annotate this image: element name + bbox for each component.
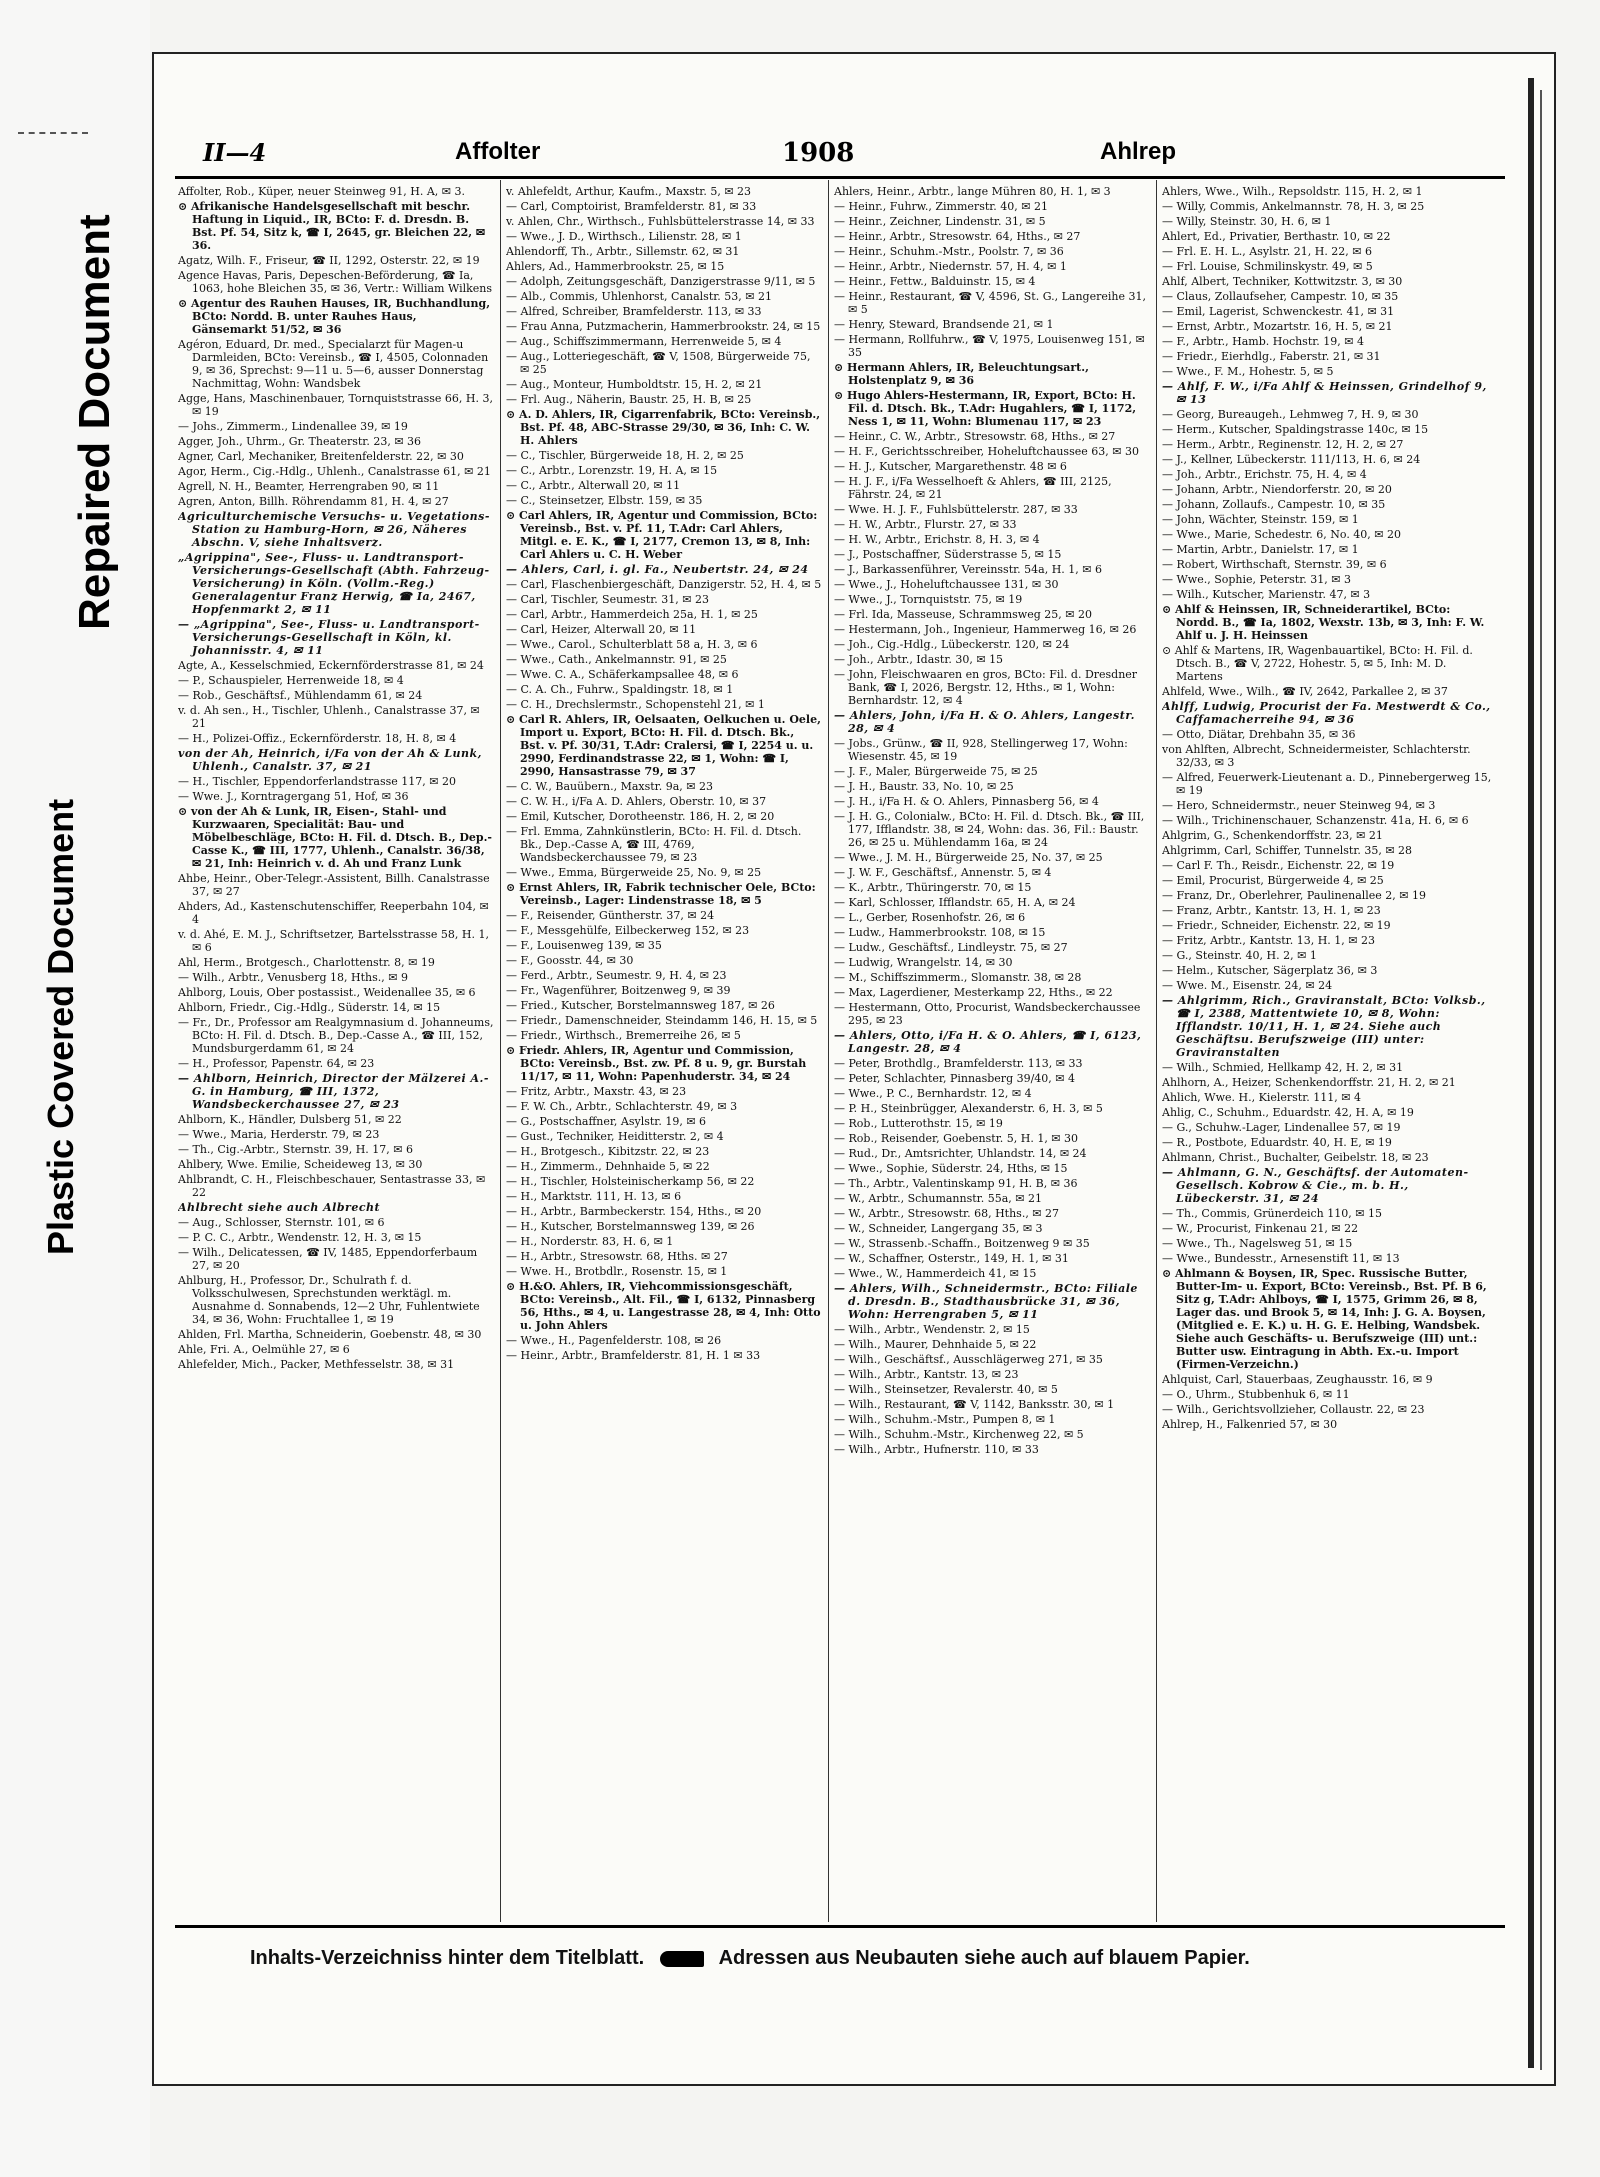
directory-entry: — Georg, Bureaugeh., Lehmweg 7, H. 9, ✉ 30 bbox=[1162, 408, 1419, 421]
directory-entry: — Joh., Arbtr., Idastr. 30, ✉ 15 bbox=[834, 653, 1004, 666]
directory-entry: — F. W. Ch., Arbtr., Schlachterstr. 49, ✉ 3 bbox=[506, 1100, 738, 1113]
directory-entry: — L., Gerber, Rosenhofstr. 26, ✉ 6 bbox=[834, 911, 1026, 924]
directory-entry: — Aug., Schiffszimmermann, Herrenweide 5, ✉ 4 bbox=[506, 335, 782, 348]
directory-entry: Agor, Herm., Cig.-Hdlg., Uhlenh., Canalstrasse 61, ✉ 21 bbox=[178, 465, 491, 478]
page-number: II—4 bbox=[203, 138, 267, 167]
directory-entry: — J. H., Baustr. 33, No. 10, ✉ 25 bbox=[834, 780, 1014, 793]
directory-entry: — Robert, Wirthschaft, Sternstr. 39, ✉ 6 bbox=[1162, 558, 1387, 571]
directory-entry: — Martin, Arbtr., Danielstr. 17, ✉ 1 bbox=[1162, 543, 1359, 556]
directory-entry: — W., Schaffner, Osterstr., 149, H. 1, ✉ 31 bbox=[834, 1252, 1069, 1265]
directory-entry: — Hestermann, Joh., Ingenieur, Hammerweg 16, ✉ 26 bbox=[834, 623, 1137, 636]
directory-entry: — Frl. Emma, Zahnkünstlerin, BCto: H. Fil. d. Dtsch. Bk., Dep.-Casse A, ☎ III, 4769, Wandsbeckerchaussee 79, ✉ 23 bbox=[506, 825, 802, 864]
directory-entry: — Heinr., Fuhrw., Zimmerstr. 40, ✉ 21 bbox=[834, 200, 1049, 213]
pointing-hand-icon bbox=[660, 1951, 704, 1967]
directory-entry: — C. W., Bauübern., Maxstr. 9a, ✉ 23 bbox=[506, 780, 713, 793]
directory-entry: — Rob., Lutterothstr. 15, ✉ 19 bbox=[834, 1117, 1003, 1130]
directory-entry: — H. W., Arbtr., Erichstr. 8, H. 3, ✉ 4 bbox=[834, 533, 1040, 546]
directory-entry: — Carl, Arbtr., Hammerdeich 25a, H. 1, ✉ 25 bbox=[506, 608, 758, 621]
directory-entry: — K., Arbtr., Thüringerstr. 70, ✉ 15 bbox=[834, 881, 1032, 894]
directory-entry: — Wwe., J., Tornquiststr. 75, ✉ 19 bbox=[834, 593, 1023, 606]
directory-entry: ⊙ Afrikanische Handelsgesellschaft mit beschr. Haftung in Liquid., IR, BCto: F. d. Dresdn. B. Bst. Pf. 54, Sitz k, ☎ I, 2645, gr. Bleichen 22, ✉ 36. bbox=[178, 200, 486, 252]
directory-entry: — F., Arbtr., Hamb. Hochstr. 19, ✉ 4 bbox=[1162, 335, 1364, 348]
directory-entry: — Franz, Arbtr., Kantstr. 13, H. 1, ✉ 23 bbox=[1162, 904, 1381, 917]
directory-entry: — Karl, Schlosser, Ifflandstr. 65, H. A, ✉ 24 bbox=[834, 896, 1076, 909]
directory-entry: — Wwe. M., Eisenstr. 24, ✉ 24 bbox=[1162, 979, 1333, 992]
directory-entry: — Joh., Cig.-Hdlg., Lübeckerstr. 120, ✉ 24 bbox=[834, 638, 1070, 651]
column-divider bbox=[1156, 180, 1157, 1922]
directory-entry: — Wwe., F. M., Hohestr. 5, ✉ 5 bbox=[1162, 365, 1334, 378]
directory-entry: — Heinr., C. W., Arbtr., Stresowstr. 68, Hths., ✉ 27 bbox=[834, 430, 1116, 443]
directory-entry: — H., Arbtr., Stresowstr. 68, Hths. ✉ 27 bbox=[506, 1250, 728, 1263]
directory-entry: — Heinr., Restaurant, ☎ V, 4596, St. G., Langereihe 31, ✉ 5 bbox=[834, 290, 1146, 316]
directory-entry: — Heinr., Arbtr., Niedernstr. 57, H. 4, ✉ 1 bbox=[834, 260, 1067, 273]
directory-entry: Ahlborg, Louis, Ober postassist., Weidenallee 35, ✉ 6 bbox=[178, 986, 476, 999]
directory-entry: Ahlbery, Wwe. Emilie, Scheideweg 13, ✉ 30 bbox=[178, 1158, 423, 1171]
directory-entry: Ahlrep, H., Falkenried 57, ✉ 30 bbox=[1162, 1418, 1338, 1431]
directory-entry: — Helm., Kutscher, Sägerplatz 36, ✉ 3 bbox=[1162, 964, 1378, 977]
directory-entry: ⊙ Ernst Ahlers, IR, Fabrik technischer Oele, BCto: Vereinsb., Lager: Lindenstrasse 18, ✉ 5 bbox=[506, 881, 816, 907]
directory-entry: — Wilh., Gerichtsvollzieher, Collaustr. 22, ✉ 23 bbox=[1162, 1403, 1425, 1416]
directory-entry: — Wilh., Arbtr., Wendenstr. 2, ✉ 15 bbox=[834, 1323, 1030, 1336]
directory-entry: — J. W. F., Geschäftsf., Annenstr. 5, ✉ 4 bbox=[834, 866, 1052, 879]
directory-entry: — Carl, Comptoirist, Bramfelderstr. 81, ✉ 33 bbox=[506, 200, 757, 213]
directory-entry: — Wilh., Kutscher, Marienstr. 47, ✉ 3 bbox=[1162, 588, 1371, 601]
directory-entry: — Wilh., Geschäftsf., Ausschlägerweg 271, ✉ 35 bbox=[834, 1353, 1103, 1366]
directory-entry: Ahle, Fri. A., Oelmühle 27, ✉ 6 bbox=[178, 1343, 350, 1356]
header-rule bbox=[175, 176, 1505, 179]
directory-entry: — J., Postschaffner, Süderstrasse 5, ✉ 15 bbox=[834, 548, 1062, 561]
directory-entry: Agger, Joh., Uhrm., Gr. Theaterstr. 23, ✉ 36 bbox=[178, 435, 422, 448]
directory-entry: — Fritz, Arbtr., Maxstr. 43, ✉ 23 bbox=[506, 1085, 687, 1098]
directory-entry: v. Ahlen, Chr., Wirthsch., Fuhlsbüttelerstrasse 14, ✉ 33 bbox=[506, 215, 815, 228]
directory-entry: — Wilh., Arbtr., Kantstr. 13, ✉ 23 bbox=[834, 1368, 1019, 1381]
directory-entry: Ahders, Ad., Kastenschutenschiffer, Reeperbahn 104, ✉ 4 bbox=[178, 900, 489, 926]
directory-entry: Ahlhorn, A., Heizer, Schenkendorffstr. 21, H. 2, ✉ 21 bbox=[1162, 1076, 1456, 1089]
directory-entry: — Rob., Reisender, Goebenstr. 5, H. 1, ✉ 30 bbox=[834, 1132, 1079, 1145]
directory-entry: v. d. Ah sen., H., Tischler, Uhlenh., Canalstrasse 37, ✉ 21 bbox=[178, 704, 480, 730]
directory-entry: — Heinr., Schuhm.-Mstr., Poolstr. 7, ✉ 36 bbox=[834, 245, 1064, 258]
directory-entry: — Aug., Schlosser, Sternstr. 101, ✉ 6 bbox=[178, 1216, 385, 1229]
directory-entry: — Wwe. H., Brotbdlr., Rosenstr. 15, ✉ 1 bbox=[506, 1265, 728, 1278]
directory-entry: v. d. Ahé, E. M. J., Schriftsetzer, Bartelsstrasse 58, H. 1, ✉ 6 bbox=[178, 928, 490, 954]
directory-entry: — Wwe., J. D., Wirthsch., Lilienstr. 28, ✉ 1 bbox=[506, 230, 742, 243]
directory-entry: Agatz, Wilh. F., Friseur, ☎ II, 1292, Osterstr. 22, ✉ 19 bbox=[178, 254, 480, 267]
directory-entry: — Johann, Arbtr., Niendorferstr. 20, ✉ 20 bbox=[1162, 483, 1392, 496]
directory-entry: ⊙ H.&O. Ahlers, IR, Viehcommissionsgeschäft, BCto: Vereinsb., Alt. Fil., ☎ I, 6132, Pinnasberg 56, Hths., ✉ 4, u. Langestrasse 28, ✉ 4, Inh: Otto u. John Ahlers bbox=[506, 1280, 821, 1332]
directory-entry: — Ludw., Hammerbrookstr. 108, ✉ 15 bbox=[834, 926, 1046, 939]
page-edge bbox=[1528, 78, 1534, 2068]
directory-year: 1908 bbox=[782, 138, 855, 168]
directory-entry: — Hermann, Rollfuhrw., ☎ V, 1975, Louisenweg 151, ✉ 35 bbox=[834, 333, 1145, 359]
directory-entry: — Willy, Commis, Ankelmannstr. 78, H. 3, ✉ 25 bbox=[1162, 200, 1425, 213]
directory-entry: — Carl, Tischler, Seumestr. 31, ✉ 23 bbox=[506, 593, 709, 606]
directory-entry: — Wwe. C. A., Schäferkampsallee 48, ✉ 6 bbox=[506, 668, 739, 681]
directory-entry: — Th., Cig.-Arbtr., Sternstr. 39, H. 17, ✉ 6 bbox=[178, 1143, 413, 1156]
directory-entry: ⊙ Ahlf & Martens, IR, Wagenbauartikel, BCto: H. Fil. d. Dtsch. B., ☎ V, 2722, Hohestr. 5, ✉ 5, Inh: M. D. Martens bbox=[1162, 644, 1473, 683]
directory-entry: — Ahlers, Wilh., Schneidermstr., BCto: Filiale d. Dresdn. B., Stadthausbrücke 31, ✉ 36, Wohn: Herrengraben 5, ✉ 11 bbox=[834, 1282, 1138, 1321]
directory-entry: — R., Postbote, Eduardstr. 40, H. E, ✉ 19 bbox=[1162, 1136, 1392, 1149]
directory-entry: ⊙ Ahlf & Heinssen, IR, Schneiderartikel, BCto: Nordd. B., ☎ Ia, 1802, Wexstr. 13b, ✉ 3, Inh: F. W. Ahlf u. J. H. Heinssen bbox=[1162, 603, 1485, 642]
directory-entry: Affolter, Rob., Küper, neuer Steinweg 91, H. A, ✉ 3. bbox=[178, 185, 465, 198]
directory-entry: — Herm., Arbtr., Reginenstr. 12, H. 2, ✉ 27 bbox=[1162, 438, 1404, 451]
directory-entry: — Wwe., Sophie, Süderstr. 24, Hths, ✉ 15 bbox=[834, 1162, 1068, 1175]
directory-entry: — Franz, Dr., Oberlehrer, Paulinenallee 2, ✉ 19 bbox=[1162, 889, 1427, 902]
directory-entry: Ahl, Herm., Brotgesch., Charlottenstr. 8, ✉ 19 bbox=[178, 956, 435, 969]
column-divider bbox=[500, 180, 501, 1922]
directory-entry: — Carl, Flaschenbiergeschäft, Danzigerstr. 52, H. 4, ✉ 5 bbox=[506, 578, 822, 591]
directory-entry: von Ahlften, Albrecht, Schneidermeister, Schlachterstr. 32/33, ✉ 3 bbox=[1162, 743, 1471, 769]
directory-entry: — Wwe., Bundesstr., Arnesenstift 11, ✉ 13 bbox=[1162, 1252, 1400, 1265]
directory-entry: ⊙ Hermann Ahlers, IR, Beleuchtungsart., Holstenplatz 9, ✉ 36 bbox=[834, 361, 1089, 387]
directory-entry: — Claus, Zollaufseher, Campestr. 10, ✉ 35 bbox=[1162, 290, 1399, 303]
footer-note bbox=[250, 1947, 1250, 1970]
directory-entry: — Carl, Heizer, Alterwall 20, ✉ 11 bbox=[506, 623, 697, 636]
directory-entry: — P., Schauspieler, Herrenweide 18, ✉ 4 bbox=[178, 674, 404, 687]
directory-entry: — Wilh., Trichinenschauer, Schanzenstr. 41a, H. 6, ✉ 6 bbox=[1162, 814, 1469, 827]
directory-entry: Ahlendorff, Th., Arbtr., Sillemstr. 62, ✉ 31 bbox=[506, 245, 740, 258]
directory-entry: „Agrippina", See-, Fluss- u. Landtransport-Versicherungs-Gesellschaft (Abth. Fahrzeug-Versicherung) in Köln. (Vollm.-Reg.) Generalagentur Franz Herwig, ☎ Ia, 2467, Hopfenmarkt 2, ✉ 11 bbox=[178, 551, 490, 616]
directory-entry: — Ernst, Arbtr., Mozartstr. 16, H. 5, ✉ 21 bbox=[1162, 320, 1393, 333]
directory-entry: — Peter, Brothdlg., Bramfelderstr. 113, ✉ 33 bbox=[834, 1057, 1083, 1070]
directory-entry: — J., Barkassenführer, Vereinsstr. 54a, H. 1, ✉ 6 bbox=[834, 563, 1103, 576]
directory-entry: Ahlff, Ludwig, Procurist der Fa. Mestwerdt & Co., Caffamacherreihe 94, ✉ 36 bbox=[1162, 700, 1491, 726]
directory-entry: — Heinr., Arbtr., Stresowstr. 64, Hths., ✉ 27 bbox=[834, 230, 1081, 243]
directory-entry: — Th., Arbtr., Valentinskamp 91, H. B, ✉ 36 bbox=[834, 1177, 1078, 1190]
directory-entry: — Wwe., Marie, Schedestr. 6, No. 40, ✉ 20 bbox=[1162, 528, 1402, 541]
directory-entry: Ahlgrimm, Carl, Schiffer, Tunnelstr. 35, ✉ 28 bbox=[1162, 844, 1413, 857]
directory-entry: — Hestermann, Otto, Procurist, Wandsbeckerchaussee 295, ✉ 23 bbox=[834, 1001, 1141, 1027]
directory-entry: — Frl. Aug., Näherin, Baustr. 25, H. B, ✉ 25 bbox=[506, 393, 752, 406]
directory-entry: — Gust., Techniker, Heiditterstr. 2, ✉ 4 bbox=[506, 1130, 724, 1143]
directory-entry: — Friedr., Schneider, Eichenstr. 22, ✉ 19 bbox=[1162, 919, 1391, 932]
directory-entry: — C. W. H., i/Fa A. D. Ahlers, Oberstr. 10, ✉ 37 bbox=[506, 795, 767, 808]
directory-entry: — M., Schiffszimmerm., Slomanstr. 38, ✉ 28 bbox=[834, 971, 1082, 984]
directory-entry: — Fr., Wagenführer, Boitzenweg 9, ✉ 39 bbox=[506, 984, 731, 997]
directory-column-1 bbox=[178, 185, 494, 1923]
directory-entry: — Frau Anna, Putzmacherin, Hammerbrookstr. 24, ✉ 15 bbox=[506, 320, 821, 333]
directory-entry: — Wwe., Emma, Bürgerweide 25, No. 9, ✉ 25 bbox=[506, 866, 762, 879]
directory-entry: — Ahlgrimm, Rich., Graviranstalt, BCto: Volksb., ☎ I, 2388, Mattentwiete 10, ✉ 8, Wohn: Ifflandstr. 10/11, H. 1, ✉ 24. Siehe auch Geschäftsu. Berufszweige (III) unter: Graviranstalten bbox=[1162, 994, 1486, 1059]
directory-entry: — Wwe., Carol., Schulterblatt 58 a, H. 3, ✉ 6 bbox=[506, 638, 758, 651]
last-entry-name: Ahlrep bbox=[1100, 138, 1177, 165]
directory-entry: ⊙ A. D. Ahlers, IR, Cigarrenfabrik, BCto: Vereinsb., Bst. Pf. 48, ABC-Strasse 29/30, ✉ 36, Inh: C. W. H. Ahlers bbox=[506, 408, 821, 447]
directory-entry: — C., Steinsetzer, Elbstr. 159, ✉ 35 bbox=[506, 494, 703, 507]
directory-entry: — Th., Commis, Grünerdeich 110, ✉ 15 bbox=[1162, 1207, 1382, 1220]
directory-entry: — Ahlers, Otto, i/Fa H. & O. Ahlers, ☎ I, 6123, Langestr. 28, ✉ 4 bbox=[834, 1029, 1142, 1055]
directory-entry: — W., Strassenb.-Schaffn., Boitzenweg 9 ✉ 35 bbox=[834, 1237, 1090, 1250]
directory-entry: Agéron, Eduard, Dr. med., Specialarzt für Magen-u Darmleiden, BCto: Vereinsb., ☎ I, 4505, Colonnaden 9, ✉ 36, Sprechst: 9—11 u. 5—6, ausser Donnerstag Nachmittag, Wohn: Wandsbek bbox=[178, 338, 489, 390]
directory-entry: — J. H., i/Fa H. & O. Ahlers, Pinnasberg 56, ✉ 4 bbox=[834, 795, 1099, 808]
directory-entry: — Wwe., Th., Nagelsweg 51, ✉ 15 bbox=[1162, 1237, 1353, 1250]
directory-entry: — Max, Lagerdiener, Mesterkamp 22, Hths., ✉ 22 bbox=[834, 986, 1113, 999]
directory-entry: — „Agrippina", See-, Fluss- u. Landtransport-Versicherungs-Gesellschaft in Köln, kl. Johannisstr. 4, ✉ 11 bbox=[178, 618, 480, 657]
directory-entry: — H. W., Arbtr., Flurstr. 27, ✉ 33 bbox=[834, 518, 1017, 531]
directory-entry: — C., Tischler, Bürgerweide 18, H. 2, ✉ 25 bbox=[506, 449, 744, 462]
directory-entry: — H., Arbtr., Barmbeckerstr. 154, Hths., ✉ 20 bbox=[506, 1205, 762, 1218]
directory-entry: Ahlgrim, G., Schenkendorffstr. 23, ✉ 21 bbox=[1162, 829, 1383, 842]
directory-entry: — W., Schneider, Langergang 35, ✉ 3 bbox=[834, 1222, 1043, 1235]
directory-entry: — Rob., Geschäftsf., Mühlendamm 61, ✉ 24 bbox=[178, 689, 423, 702]
directory-entry: — Alfred, Feuerwerk-Lieutenant a. D., Pinnebergerweg 15, ✉ 19 bbox=[1162, 771, 1492, 797]
directory-entry: — G., Postschaffner, Asylstr. 19, ✉ 6 bbox=[506, 1115, 707, 1128]
directory-entry: — F., Louisenweg 139, ✉ 35 bbox=[506, 939, 662, 952]
directory-entry: — Wilh., Delicatessen, ☎ IV, 1485, Eppendorferbaum 27, ✉ 20 bbox=[178, 1246, 478, 1272]
directory-entry: — Wwe., Sophie, Peterstr. 31, ✉ 3 bbox=[1162, 573, 1351, 586]
directory-entry: — Ferd., Arbtr., Seumestr. 9, H. 4, ✉ 23 bbox=[506, 969, 727, 982]
directory-entry: Agge, Hans, Maschinenbauer, Tornquiststrasse 66, H. 3, ✉ 19 bbox=[178, 392, 493, 418]
directory-entry: Ahlborn, Friedr., Cig.-Hdlg., Süderstr. 14, ✉ 15 bbox=[178, 1001, 441, 1014]
directory-entry: — H. J., Kutscher, Margarethenstr. 48 ✉ 6 bbox=[834, 460, 1067, 473]
directory-entry: — H., Tischler, Eppendorferlandstrasse 117, ✉ 20 bbox=[178, 775, 456, 788]
directory-entry: — Peter, Schlachter, Pinnasberg 39/40, ✉ 4 bbox=[834, 1072, 1076, 1085]
directory-entry: v. Ahlefeldt, Arthur, Kaufm., Maxstr. 5, ✉ 23 bbox=[506, 185, 752, 198]
directory-entry: — Frl. Ida, Masseuse, Schrammsweg 25, ✉ 20 bbox=[834, 608, 1092, 621]
directory-entry: — W., Procurist, Finkenau 21, ✉ 22 bbox=[1162, 1222, 1359, 1235]
first-entry-name: Affolter bbox=[455, 138, 541, 165]
directory-entry: — Emil, Lagerist, Schwenckestr. 41, ✉ 31 bbox=[1162, 305, 1395, 318]
directory-entry: — Frl. Louise, Schmilinskystr. 49, ✉ 5 bbox=[1162, 260, 1373, 273]
directory-entry: — H., Kutscher, Borstelmannsweg 139, ✉ 26 bbox=[506, 1220, 755, 1233]
directory-entry: — Henry, Steward, Brandsende 21, ✉ 1 bbox=[834, 318, 1054, 331]
directory-entry: — H. F., Gerichtsschreiber, Hoheluftchaussee 63, ✉ 30 bbox=[834, 445, 1139, 458]
directory-entry: — Wwe., J., Hoheluftchaussee 131, ✉ 30 bbox=[834, 578, 1059, 591]
directory-entry: — Adolph, Zeitungsgeschäft, Danzigerstrasse 9/11, ✉ 5 bbox=[506, 275, 816, 288]
directory-entry: ⊙ Ahlmann & Boysen, IR, Spec. Russische Butter, Butter-Im- u. Export, BCto: Vereinsb., Bst. Pf. B 6, Sitz g, T.Adr: Ahlboys, ☎ I, 1575, Grimm 26, ✉ 8, Lager das. und Brook 5, ✉ 14, Inh: J. G. A. Boysen, (Mitglied e. E. K.) u. H. G. E. Helbing, Wandsbek. Siehe auch Geschäfts- u. Berufszweige (III) unt.: Butter usw. Eintragung in Abth. Ex.-u. Import (Firmen-Verzeichn.) bbox=[1162, 1267, 1487, 1371]
directory-entry: ⊙ Carl R. Ahlers, IR, Oelsaaten, Oelkuchen u. Oele, Import u. Export, BCto: H. Fil. d. Dtsch. Bk., Bst. v. Pf. 30/31, T.Adr: Cralersi, ☎ I, 2254 u. u. 2990, Ferdinandstrasse 22, ✉ 1, Wohn: ☎ I, 2990, Hansastrasse 79, ✉ 37 bbox=[506, 713, 821, 778]
directory-entry: — Wilh., Maurer, Dehnhaide 5, ✉ 22 bbox=[834, 1338, 1037, 1351]
directory-entry: — W., Arbtr., Schumannstr. 55a, ✉ 21 bbox=[834, 1192, 1042, 1205]
directory-entry: — Heinr., Arbtr., Bramfelderstr. 81, H. 1 ✉ 33 bbox=[506, 1349, 761, 1362]
footer-rule bbox=[175, 1925, 1505, 1928]
directory-entry: — Johs., Zimmerm., Lindenallee 39, ✉ 19 bbox=[178, 420, 408, 433]
page-edge-inner bbox=[1540, 90, 1542, 2070]
directory-entry: Ahlbrecht siehe auch Albrecht bbox=[178, 1201, 381, 1214]
repaired-document-label: Repaired Document bbox=[70, 214, 119, 630]
directory-entry: — Herm., Kutscher, Spaldingstrasse 140c, ✉ 15 bbox=[1162, 423, 1429, 436]
directory-entry: — Wwe., Cath., Ankelmannstr. 91, ✉ 25 bbox=[506, 653, 727, 666]
plastic-covered-label: Plastic Covered Document bbox=[40, 798, 81, 1255]
dashed-mark bbox=[18, 132, 88, 134]
directory-entry: Ahlers, Heinr., Arbtr., lange Mühren 80, H. 1, ✉ 3 bbox=[834, 185, 1111, 198]
directory-entry: Agriculturchemische Versuchs- u. Vegetations-Station zu Hamburg-Horn, ✉ 26, Näheres Abschn. V, siehe Inhaltsverz. bbox=[178, 510, 490, 549]
directory-entry: — Wilh., Arbtr., Hufnerstr. 110, ✉ 33 bbox=[834, 1443, 1039, 1456]
directory-entry: — Alfred, Schreiber, Bramfelderstr. 113, ✉ 33 bbox=[506, 305, 762, 318]
directory-entry: Ahlbrandt, C. H., Fleischbeschauer, Sentastrasse 33, ✉ 22 bbox=[178, 1173, 486, 1199]
directory-entry: — Ahlf, F. W., i/Fa Ahlf & Heinssen, Grindelhof 9, ✉ 13 bbox=[1162, 380, 1487, 406]
directory-entry: — Carl F. Th., Reisdr., Eichenstr. 22, ✉ 19 bbox=[1162, 859, 1395, 872]
directory-entry: — H., Professor, Papenstr. 64, ✉ 23 bbox=[178, 1057, 375, 1070]
directory-entry: — Fritz, Arbtr., Kantstr. 13, H. 1, ✉ 23 bbox=[1162, 934, 1375, 947]
directory-entry: — Wilh., Steinsetzer, Revalerstr. 40, ✉ 5 bbox=[834, 1383, 1058, 1396]
directory-entry: — H., Norderstr. 83, H. 6, ✉ 1 bbox=[506, 1235, 674, 1248]
directory-entry: — C., Arbtr., Lorenzstr. 19, H. A, ✉ 15 bbox=[506, 464, 718, 477]
directory-entry: — Wwe., P. C., Bernhardstr. 12, ✉ 4 bbox=[834, 1087, 1032, 1100]
directory-entry: — Wwe., W., Hammerdeich 41, ✉ 15 bbox=[834, 1267, 1037, 1280]
directory-entry: — Ludwig, Wrangelstr. 14, ✉ 30 bbox=[834, 956, 1013, 969]
directory-entry: — F., Goosstr. 44, ✉ 30 bbox=[506, 954, 634, 967]
directory-entry: — Friedr., Eierhdlg., Faberstr. 21, ✉ 31 bbox=[1162, 350, 1381, 363]
directory-entry: Ahlf, Albert, Techniker, Kottwitzstr. 3, ✉ 30 bbox=[1162, 275, 1403, 288]
directory-entry: — G., Steinstr. 40, H. 2, ✉ 1 bbox=[1162, 949, 1317, 962]
directory-entry: — J., Kellner, Lübeckerstr. 111/113, H. 6, ✉ 24 bbox=[1162, 453, 1421, 466]
directory-entry: Ahlers, Ad., Hammerbrookstr. 25, ✉ 15 bbox=[506, 260, 725, 273]
directory-column-2 bbox=[506, 185, 822, 1923]
directory-entry: Agren, Anton, Billh. Röhrendamm 81, H. 4, ✉ 27 bbox=[178, 495, 449, 508]
directory-entry: — Wilh., Schmied, Hellkamp 42, H. 2, ✉ 31 bbox=[1162, 1061, 1404, 1074]
directory-entry: — Wilh., Arbtr., Venusberg 18, Hths., ✉ 9 bbox=[178, 971, 408, 984]
directory-entry: Ahlert, Ed., Privatier, Berthastr. 10, ✉ 22 bbox=[1162, 230, 1391, 243]
directory-entry: — Ahlborn, Heinrich, Director der Mälzerei A.-G. in Hamburg, ☎ III, 1372, Wandsbeckerchaussee 27, ✉ 23 bbox=[178, 1072, 489, 1111]
directory-entry: — C. H., Drechslermstr., Schopenstehl 21, ✉ 1 bbox=[506, 698, 765, 711]
directory-entry: ⊙ von der Ah & Lunk, IR, Eisen-, Stahl- und Kurzwaaren, Specialität: Bau- und Möbelbeschläge, BCto: H. Fil. d. Dtsch. B., Dep.-Casse K., ☎ III, 1777, Uhlenh., Canalstr. 36/38, ✉ 21, Inh: Heinrich v. d. Ah und Franz Lunk bbox=[178, 805, 492, 870]
directory-entry: — Emil, Kutscher, Dorotheenstr. 186, H. 2, ✉ 20 bbox=[506, 810, 775, 823]
directory-entry: — Johann, Zollaufs., Campestr. 10, ✉ 35 bbox=[1162, 498, 1386, 511]
directory-entry: Ahlfeld, Wwe., Wilh., ☎ IV, 2642, Parkallee 2, ✉ 37 bbox=[1162, 685, 1448, 698]
directory-entry: — Otto, Diätar, Drehbahn 35, ✉ 36 bbox=[1162, 728, 1356, 741]
directory-entry: Ahlefelder, Mich., Packer, Methfesselstr. 38, ✉ 31 bbox=[178, 1358, 455, 1371]
directory-entry: — Aug., Monteur, Humboldtstr. 15, H. 2, ✉ 21 bbox=[506, 378, 763, 391]
directory-entry: — G., Schuhw.-Lager, Lindenallee 57, ✉ 19 bbox=[1162, 1121, 1401, 1134]
directory-entry: — O., Uhrm., Stubbenhuk 6, ✉ 11 bbox=[1162, 1388, 1350, 1401]
directory-entry: Ahlig, C., Schuhm., Eduardstr. 42, H. A, ✉ 19 bbox=[1162, 1106, 1414, 1119]
directory-entry: Ahlers, Wwe., Wilh., Repsoldstr. 115, H. 2, ✉ 1 bbox=[1162, 185, 1423, 198]
directory-entry: — Wwe. J., Korntragergang 51, Hof, ✉ 36 bbox=[178, 790, 409, 803]
directory-entry: — F., Messgehülfe, Eilbeckerweg 152, ✉ 23 bbox=[506, 924, 750, 937]
footer-newbuild-note: Adressen aus Neubauten siehe auch auf blauem Papier. bbox=[718, 1947, 1250, 1969]
directory-entry: — Emil, Procurist, Bürgerweide 4, ✉ 25 bbox=[1162, 874, 1384, 887]
directory-entry: — John, Wächter, Steinstr. 159, ✉ 1 bbox=[1162, 513, 1359, 526]
directory-entry: — Heinr., Fettw., Balduinstr. 15, ✉ 4 bbox=[834, 275, 1036, 288]
directory-entry: Ahlden, Frl. Martha, Schneiderin, Goebenstr. 48, ✉ 30 bbox=[178, 1328, 482, 1341]
directory-entry: — Wwe., Maria, Herderstr. 79, ✉ 23 bbox=[178, 1128, 380, 1141]
directory-entry: ⊙ Friedr. Ahlers, IR, Agentur und Commission, BCto: Vereinsb., Bst. zw. Pf. 8 u. 9, gr. Burstah 11/17, ✉ 11, Wohn: Papenhuderstr. 34, ✉ 24 bbox=[506, 1044, 807, 1083]
directory-entry: — W., Arbtr., Stresowstr. 68, Hths., ✉ 27 bbox=[834, 1207, 1060, 1220]
directory-entry: — Friedr., Damenschneider, Steindamm 146, H. 15, ✉ 5 bbox=[506, 1014, 818, 1027]
directory-entry: — J. F., Maler, Bürgerweide 75, ✉ 25 bbox=[834, 765, 1038, 778]
directory-entry: — C. A. Ch., Fuhrw., Spaldingstr. 18, ✉ 1 bbox=[506, 683, 734, 696]
directory-entry: — H. J. F., i/Fa Wesselhoeft & Ahlers, ☎ III, 2125, Fährstr. 24, ✉ 21 bbox=[834, 475, 1112, 501]
directory-entry: — Alb., Commis, Uhlenhorst, Canalstr. 53, ✉ 21 bbox=[506, 290, 772, 303]
directory-entry: — Rud., Dr., Amtsrichter, Uhlandstr. 14, ✉ 24 bbox=[834, 1147, 1087, 1160]
directory-entry: Agte, A., Kesselschmied, Eckernförderstrasse 81, ✉ 24 bbox=[178, 659, 484, 672]
directory-entry: — Ahlmann, G. N., Geschäftsf. der Automaten-Gesellsch. Kobrow & Cie., m. b. H., Lübeckerstr. 31, ✉ 24 bbox=[1162, 1166, 1469, 1205]
directory-entry: Ahlich, Wwe. H., Kielerstr. 111, ✉ 4 bbox=[1162, 1091, 1361, 1104]
directory-entry: ⊙ Carl Ahlers, IR, Agentur und Commission, BCto: Vereinsb., Bst. v. Pf. 11, T.Adr: Carl Ahlers, Mitgl. e. E. K., ☎ I, 2177, Cremon 13, ✉ 8, Inh: Carl Ahlers u. C. H. Weber bbox=[506, 509, 818, 561]
directory-entry: — H., Tischler, Holsteinischerkamp 56, ✉ 22 bbox=[506, 1175, 755, 1188]
directory-entry: — P. C. C., Arbtr., Wendenstr. 12, H. 3, ✉ 15 bbox=[178, 1231, 422, 1244]
directory-entry: ⊙ Hugo Ahlers-Hestermann, IR, Export, BCto: H. Fil. d. Dtsch. Bk., T.Adr: Hugahlers, ☎ I, 1172, Ness 1, ✉ 11, Wohn: Blumenau 117, ✉ 23 bbox=[834, 389, 1137, 428]
directory-entry: — Fr., Dr., Professor am Realgymnasium d. Johanneums, BCto: H. Fil. d. Dtsch. B., Dep.-Casse A., ☎ III, 152, Mundsburgerdamm 61, ✉ 24 bbox=[178, 1016, 494, 1055]
directory-entry: — John, Fleischwaaren en gros, BCto: Fil. d. Dresdner Bank, ☎ I, 2026, Bergstr. 12, Hths., ✉ 1, Wohn: Bernhardstr. 12, ✉ 4 bbox=[834, 668, 1138, 707]
directory-entry: Agner, Carl, Mechaniker, Breitenfelderstr. 22, ✉ 30 bbox=[178, 450, 464, 463]
directory-entry: — Ahlers, Carl, i. gl. Fa., Neubertstr. 24, ✉ 24 bbox=[506, 563, 809, 576]
directory-entry: — F., Reisender, Güntherstr. 37, ✉ 24 bbox=[506, 909, 715, 922]
directory-entry: — J. H. G., Colonialw., BCto: H. Fil. d. Dtsch. Bk., ☎ III, 177, Ifflandstr. 38, ✉ 24, Wohn: das. 36, Fil.: Baustr. 26, ✉ 25 u. Mühlendamm 16a, ✉ 24 bbox=[834, 810, 1145, 849]
directory-entry: — H., Zimmerm., Dehnhaide 5, ✉ 22 bbox=[506, 1160, 710, 1173]
directory-entry: — Wilh., Restaurant, ☎ V, 1142, Banksstr. 30, ✉ 1 bbox=[834, 1398, 1115, 1411]
directory-entry: Ahlquist, Carl, Stauerbaas, Zeughausstr. 16, ✉ 9 bbox=[1162, 1373, 1433, 1386]
directory-entry: Ahlburg, H., Professor, Dr., Schulrath f. d. Volksschulwesen, Sprechstunden werktägl. m. Ausnahme d. Sonnabends, 12—2 Uhr, Fuhlentwiete 34, ✉ 36, Wohn: Fruchtallee 1, ✉ 19 bbox=[178, 1274, 480, 1326]
directory-entry: — P. H., Steinbrügger, Alexanderstr. 6, H. 3, ✉ 5 bbox=[834, 1102, 1103, 1115]
directory-entry: — Willy, Steinstr. 30, H. 6, ✉ 1 bbox=[1162, 215, 1332, 228]
directory-entry: — Wwe. H. J. F., Fuhlsbüttelerstr. 287, ✉ 33 bbox=[834, 503, 1078, 516]
directory-entry: — Fried., Kutscher, Borstelmannsweg 187, ✉ 26 bbox=[506, 999, 775, 1012]
directory-entry: Ahbe, Heinr., Ober-Telegr.-Assistent, Billh. Canalstrasse 37, ✉ 27 bbox=[178, 872, 490, 898]
column-divider bbox=[828, 180, 829, 1922]
footer-index-note: Inhalts-Verzeichniss hinter dem Titelblatt. bbox=[250, 1947, 645, 1969]
directory-entry: — H., Marktstr. 111, H. 13, ✉ 6 bbox=[506, 1190, 682, 1203]
directory-entry: — Joh., Arbtr., Erichstr. 75, H. 4, ✉ 4 bbox=[1162, 468, 1367, 481]
directory-entry: — Wilh., Schuhm.-Mstr., Kirchenweg 22, ✉ 5 bbox=[834, 1428, 1084, 1441]
directory-entry: Agence Havas, Paris, Depeschen-Beförderung, ☎ Ia, 1063, hohe Bleichen 35, ✉ 36, Vertr.: William Wilkens bbox=[178, 269, 493, 295]
directory-entry: — H., Polizei-Offiz., Eckernförderstr. 18, H. 8, ✉ 4 bbox=[178, 732, 457, 745]
directory-entry: — Ahlers, John, i/Fa H. & O. Ahlers, Langestr. 28, ✉ 4 bbox=[834, 709, 1135, 735]
directory-entry: — C., Arbtr., Alterwall 20, ✉ 11 bbox=[506, 479, 681, 492]
directory-entry: — H., Brotgesch., Kibitzstr. 22, ✉ 23 bbox=[506, 1145, 710, 1158]
directory-entry: — Wwe., H., Pagenfelderstr. 108, ✉ 26 bbox=[506, 1334, 722, 1347]
directory-column-3 bbox=[834, 185, 1150, 1923]
directory-entry: — Aug., Lotteriegeschäft, ☎ V, 1508, Bürgerweide 75, ✉ 25 bbox=[506, 350, 811, 376]
directory-entry: — Jobs., Grünw., ☎ II, 928, Stellingerweg 17, Wohn: Wiesenstr. 45, ✉ 19 bbox=[834, 737, 1128, 763]
directory-entry: Ahlborn, K., Händler, Dulsberg 51, ✉ 22 bbox=[178, 1113, 402, 1126]
directory-entry: Agrell, N. H., Beamter, Herrengraben 90, ✉ 11 bbox=[178, 480, 440, 493]
directory-entry: von der Ah, Heinrich, i/Fa von der Ah & Lunk, Uhlenh., Canalstr. 37, ✉ 21 bbox=[178, 747, 482, 773]
directory-column-4 bbox=[1162, 185, 1492, 1923]
directory-entry: — Ludw., Geschäftsf., Lindleystr. 75, ✉ 27 bbox=[834, 941, 1068, 954]
directory-entry: — Wwe., J. M. H., Bürgerweide 25, No. 37, ✉ 25 bbox=[834, 851, 1103, 864]
directory-entry: ⊙ Agentur des Rauhen Hauses, IR, Buchhandlung, BCto: Nordd. B. unter Rauhes Haus, Gänsemarkt 51/52, ✉ 36 bbox=[178, 297, 491, 336]
directory-entry: — Wilh., Schuhm.-Mstr., Pumpen 8, ✉ 1 bbox=[834, 1413, 1056, 1426]
directory-entry: Ahlmann, Christ., Buchalter, Geibelstr. 18, ✉ 23 bbox=[1162, 1151, 1429, 1164]
directory-entry: — Hero, Schneidermstr., neuer Steinweg 94, ✉ 3 bbox=[1162, 799, 1436, 812]
directory-entry: — Frl. E. H. L., Asylstr. 21, H. 22, ✉ 6 bbox=[1162, 245, 1373, 258]
directory-entry: — Friedr., Wirthsch., Bremerreihe 26, ✉ 5 bbox=[506, 1029, 741, 1042]
directory-entry: — Heinr., Zeichner, Lindenstr. 31, ✉ 5 bbox=[834, 215, 1046, 228]
